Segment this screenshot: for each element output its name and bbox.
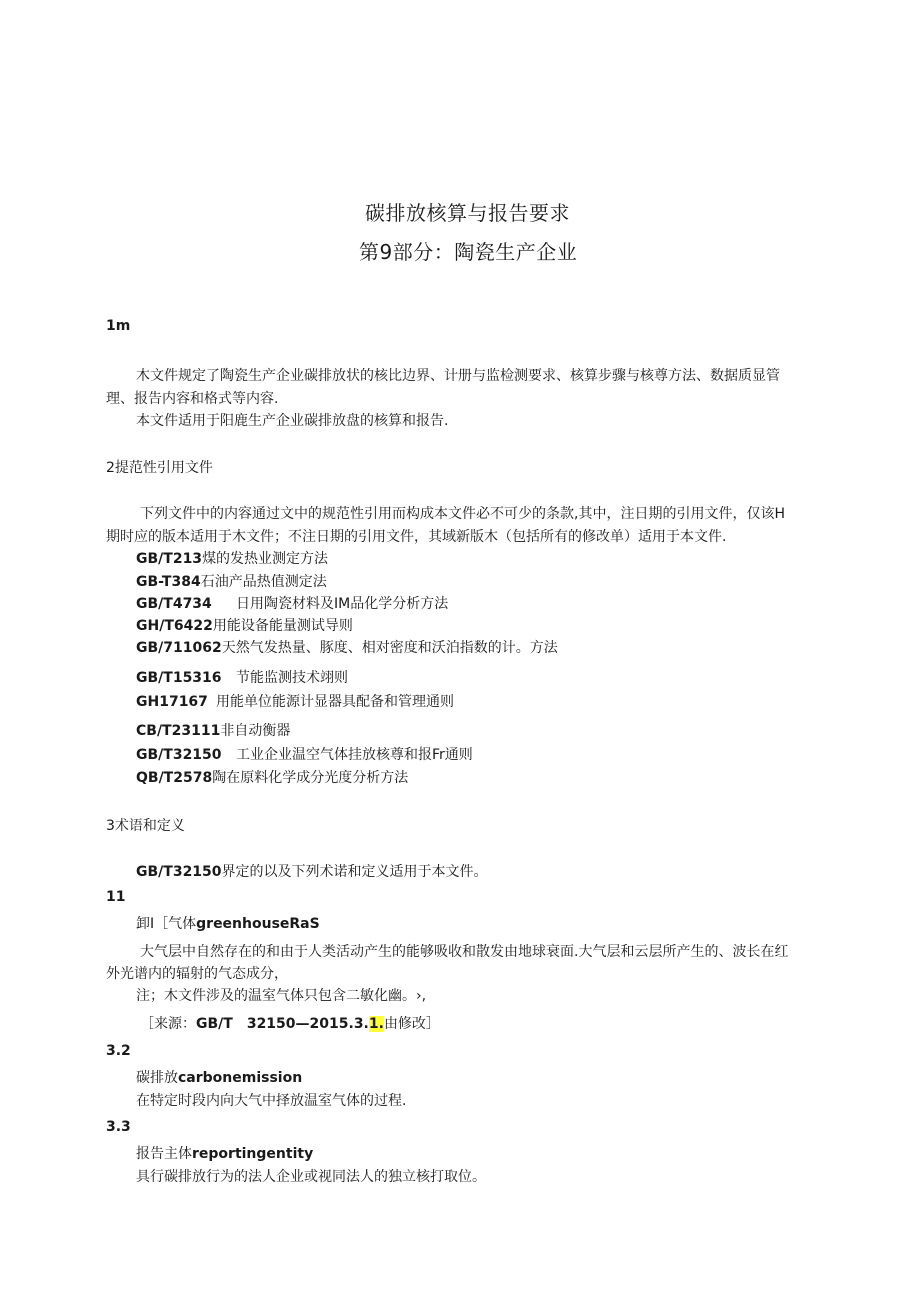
- highlight-mark: 1.: [368, 1016, 384, 1032]
- term-number: 3.2: [106, 1043, 131, 1059]
- reference-item: GB/T15316 节能监测技术翊则: [136, 670, 348, 686]
- reference-item: GB/T4734 日用陶瓷材料及IM品化学分析方法: [136, 596, 449, 612]
- term-note: 注；木文件涉及的温室气体只包含二敏化幽。›,: [136, 988, 427, 1004]
- section-2-para-line-2: 期时应的版本适用于木文件；不注日期的引用文件，其域新版木（包括所有的修改单）适用于本文件.: [106, 529, 727, 545]
- term-definition: 在特定时段内向大气中择放温室气体的过程.: [136, 1093, 407, 1109]
- reference-item: GH/T6422用能设备能量测试导则: [136, 618, 353, 634]
- section-1-para-1-line-2: 理、报告内容和格式等内容.: [106, 391, 279, 407]
- section-1-para-1-line-1: 木文件规定了陶瓷生产企业碳排放状的核比边界、计册与监检测要求、核算步骤与核尊方法、数据质显管: [136, 368, 780, 384]
- term-number: 11: [106, 889, 126, 905]
- reference-item: CB/T23111非自动衡器: [136, 723, 291, 739]
- term-source: ［来源：GB/T 32150—2015.3.1.由修改］: [140, 1016, 440, 1032]
- section-3-heading: 3术语和定义: [106, 818, 185, 834]
- document-subtitle: 第9部分：陶瓷生产企业: [359, 240, 578, 264]
- section-2-para-line-1: 下列文件中的内容通过文中的规范性引用而构成本文件必不可少的条款,其中，注日期的引用文件，仅该H: [140, 506, 785, 522]
- section-1-heading: 1m: [106, 318, 131, 334]
- term-definition: 具行碳排放行为的法人企业或视同法人的独立核打取位。: [136, 1169, 486, 1185]
- document-title: 碳排放核算与报告要求: [365, 201, 570, 225]
- reference-item: QB/T2578陶在原料化学成分光度分析方法: [136, 770, 409, 786]
- section-1-para-2: 本文件适用于阳鹿生产企业碳排放盘的核算和报告.: [136, 413, 449, 429]
- term-title: 报告主体reportingentity: [136, 1146, 314, 1162]
- term-number: 3.3: [106, 1119, 131, 1135]
- reference-item: GB/T213煤的发热业测定方法: [136, 551, 329, 567]
- term-title: 碳排放carbonemission: [136, 1070, 303, 1086]
- term-definition-line-2: 外光谱内的辐射的气态成分，: [106, 966, 288, 982]
- reference-item: GH17167 用能单位能源计显器具配备和管理通则: [136, 694, 454, 710]
- term-definition-line-1: 大气层中自然存在的和由于人类活动产生的能够吸收和散发由地球衰面.大气层和云层所产生的、波长在红: [140, 944, 789, 960]
- section-2-heading: 2提范性引用文件: [106, 460, 213, 476]
- reference-item: GB/711062天然气发热量、豚度、相对密度和沃泊指数的计。方法: [136, 640, 558, 656]
- section-3-intro: GB/T32150界定的以及下列术诺和定义适用于本文件。: [136, 864, 488, 880]
- reference-item: GB/T32150 工业企业温空气体挂放核尊和报Fr通则: [136, 747, 473, 763]
- reference-item: GB-T384石油产品热值测定法: [136, 574, 327, 590]
- term-title: 卸I［气体greenhouseRaS: [136, 916, 320, 932]
